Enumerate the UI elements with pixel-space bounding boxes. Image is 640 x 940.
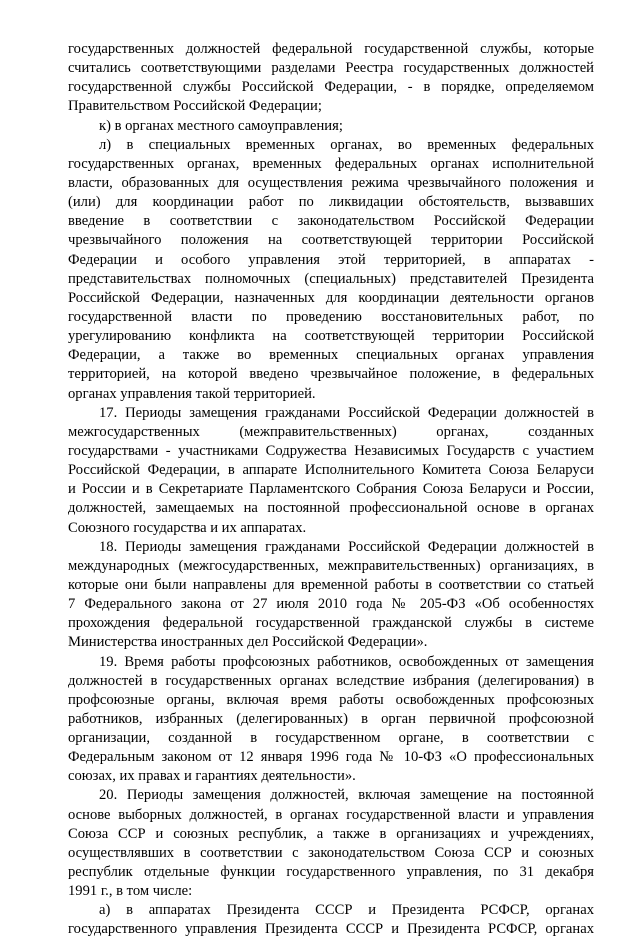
text-line: основе выборных должностей, в органах государственной власти и управления [68, 806, 594, 823]
text-line: чрезвычайного положения на соответствующей территории Российской [68, 232, 594, 249]
text-line: л) в специальных временных органах, во временных федеральных [99, 136, 594, 153]
text-line: 19. Время работы профсоюзных работников, освобожденных от замещения [99, 653, 594, 670]
text-line: 18. Периоды замещения гражданами Российской Федерации должностей в [99, 538, 594, 555]
text-line: должностей, замещаемых на постоянной профессиональной основе в органах [68, 500, 594, 517]
text-line: (или) для координации работ по ликвидации обстоятельств, вызвавших [68, 194, 594, 211]
text-line: профсоюзные органы, включая время работы освобожденных профсоюзных [68, 691, 594, 708]
text-line: государствами - участниками Содружества Независимых Государств с участием [68, 442, 594, 459]
text-line: урегулированию конфликта на соответствующей территории Российской [68, 328, 594, 345]
text-line: должностей в государственных органах вследствие избрания (делегирования) в [68, 672, 594, 689]
text-line: организации, созданной в государственном органе, в соответствии с [68, 730, 594, 747]
text-line: 7 Федерального закона от 27 июля 2010 года № 205-ФЗ «Об особенностях [68, 596, 594, 613]
text-line: Союза ССР и союзных республик, а также в организациях и учреждениях, [68, 825, 594, 842]
text-line: власти, образованных для осуществления режима чрезвычайного положения и [68, 174, 594, 191]
text-line: государственных органах, временных федеральных органах исполнительной [68, 155, 594, 172]
text-line: республик отдельные функции государственного управления, по 31 декабря [68, 864, 594, 881]
text-line: к) в органах местного самоуправления; [99, 117, 343, 134]
text-line: а) в аппаратах Президента СССР и Президента РСФСР, органах [99, 902, 594, 919]
text-line: осуществлявших в соответствии с законодательством Союза ССР и союзных [68, 844, 594, 861]
text-line: 17. Периоды замещения гражданами Российской Федерации должностей в [99, 404, 594, 421]
text-line: прохождения федеральной государственной гражданской службы в системе [68, 615, 594, 632]
text-line: Союзного государства и их аппаратах. [68, 519, 307, 536]
text-line: и России и в Секретариате Парламентского Собрания Союза Беларуси и России, [68, 481, 594, 498]
text-line: межгосударственных (межправительственных) органах, созданных [68, 423, 594, 440]
text-line: территорией, на которой введено чрезвычайное положение, в федеральных [68, 366, 594, 383]
text-line: органах управления такой территорией. [68, 385, 316, 402]
text-line: союзах, их правах и гарантиях деятельности». [68, 768, 356, 785]
text-line: введение в соответствии с законодательством Российской Федерации [68, 213, 594, 230]
text-line: государственной службы Российской Федерации, - в порядке, определяемом [68, 79, 594, 96]
text-line: Федерации, а также во временных специальных органах управления [68, 347, 594, 364]
text-line: 20. Периоды замещения должностей, включая замещение на постоянной [99, 787, 594, 804]
text-line: международных (межгосударственных, межправительственных) организациях, в [68, 557, 594, 574]
text-line: работников, избранных (делегированных) в орган первичной профсоюзной [68, 710, 594, 727]
text-line: государственных должностей федеральной государственной службы, которые [68, 41, 594, 57]
document-page [68, 40, 594, 940]
text-line: Российской Федерации, в аппарате Исполнительного Комитета Союза Беларуси [68, 462, 594, 479]
text-line: государственной власти по проведению восстановительных работ, по [68, 308, 594, 325]
text-line: считались соответствующими разделами Реестра государственных должностей [68, 60, 594, 77]
text-line: Министерства иностранных дел Российской Федерации». [68, 634, 428, 651]
text-line: Федерации и особого управления этой территорией, в аппаратах - [68, 251, 594, 268]
text-line: Российской Федерации, назначенных для координации деятельности органов [68, 289, 594, 306]
text-line: которые они были направлены для временной работы в соответствии со статьей [68, 576, 594, 593]
text-line: государственного управления Президента СССР и Президента РСФСР, органах [68, 921, 594, 938]
text-line: Федеральным законом от 12 января 1996 года № 10-ФЗ «О профессиональных [68, 749, 594, 766]
text-line: 1991 г., в том числе: [68, 883, 193, 900]
text-line: представительствах полномочных (специальных) представителей Президента [68, 270, 594, 287]
text-line: Правительством Российской Федерации; [68, 98, 322, 115]
